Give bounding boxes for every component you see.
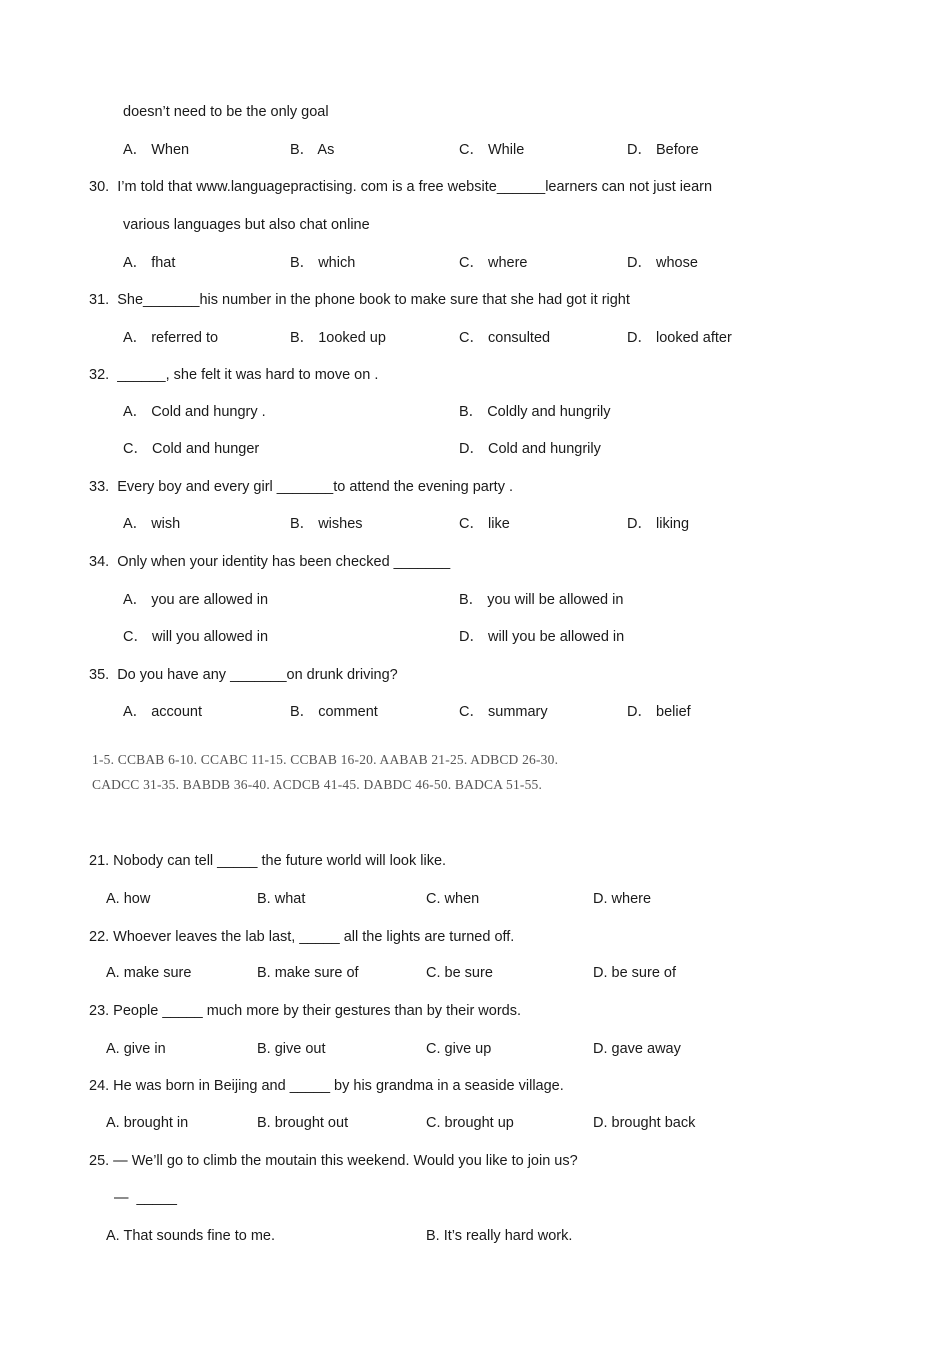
option-d: D． will you be allowed in <box>459 629 625 645</box>
option-a: A． fhat <box>123 255 176 271</box>
option-c: C. brought up <box>426 1115 514 1131</box>
question-22-stem: 22. Whoever leaves the lab last, _____ all the lights are turned off. <box>89 929 515 945</box>
option-b: B． comment <box>290 704 378 720</box>
option-c: C. give up <box>426 1041 492 1057</box>
answer-key-line-2: CADCC 31-35. BABDB 36-40. ACDCB 41-45. DABDC 46-50. BADCA 51-55. <box>92 777 543 792</box>
option-c: C． like <box>459 516 510 532</box>
option-a: A. how <box>106 891 151 907</box>
option-b: B. give out <box>257 1041 326 1057</box>
option-d: D． liking <box>627 516 690 532</box>
option-d: D． belief <box>627 704 691 720</box>
option-c: C． will you allowed in <box>123 629 269 645</box>
question-21-stem: 21. Nobody can tell _____ the future world will look like. <box>89 853 447 869</box>
option-c: C. be sure <box>426 965 493 981</box>
question-25-stem: 25. — We’ll go to climb the moutain this weekend. Would you like to join us? <box>89 1153 578 1169</box>
question-continuation: doesn’t need to be the only goal <box>123 104 329 120</box>
option-b: B． As <box>290 142 335 158</box>
option-a: A． referred to <box>123 330 219 346</box>
option-a: A． account <box>123 704 202 720</box>
option-b: B． you will be allowed in <box>459 592 624 608</box>
question-33-stem: 33. Every boy and every girl _______to attend the evening party . <box>89 479 513 495</box>
option-a: A． When <box>123 142 190 158</box>
option-c: C． While <box>459 142 525 158</box>
option-d: D. be sure of <box>593 965 677 981</box>
option-b: B. make sure of <box>257 965 359 981</box>
option-a: A. That sounds fine to me. <box>106 1228 275 1244</box>
option-c: C. when <box>426 891 480 907</box>
option-d: D． Cold and hungrily <box>459 441 601 457</box>
option-b: B. what <box>257 891 306 907</box>
option-c: C． summary <box>459 704 548 720</box>
question-35-stem: 35. Do you have any _______on drunk driving? <box>89 667 398 683</box>
option-d: D. where <box>593 891 652 907</box>
option-b: B. It’s really hard work. <box>426 1228 573 1244</box>
option-b: B． Coldly and hungrily <box>459 404 611 420</box>
option-d: D. gave away <box>593 1041 681 1057</box>
option-c: C． where <box>459 255 528 271</box>
option-a: A. brought in <box>106 1115 189 1131</box>
option-b: B． which <box>290 255 356 271</box>
question-32-stem: 32. ______, she felt it was hard to move on . <box>89 367 379 383</box>
option-b: B． wishes <box>290 516 363 532</box>
answer-key-line-1: 1-5. CCBAB 6-10. CCABC 11-15. CCBAB 16-20. AABAB 21-25. ADBCD 26-30. <box>92 752 559 767</box>
option-d: D． Before <box>627 142 699 158</box>
option-d: D． looked after <box>627 330 732 346</box>
option-b: B. brought out <box>257 1115 349 1131</box>
option-a: A． Cold and hungry . <box>123 404 266 420</box>
question-31-stem: 31. She_______his number in the phone book to make sure that she had got it right <box>89 292 630 308</box>
option-c: C． consulted <box>459 330 551 346</box>
question-23-stem: 23. People _____ much more by their gestures than by their words. <box>89 1003 522 1019</box>
option-d: D. brought back <box>593 1115 696 1131</box>
option-a: A. make sure <box>106 965 192 981</box>
option-a: A． wish <box>123 516 181 532</box>
option-b: B． 1ooked up <box>290 330 386 346</box>
option-d: D． whose <box>627 255 698 271</box>
question-24-stem: 24. He was born in Beijing and _____ by his grandma in a seaside village. <box>89 1078 564 1094</box>
reply-blank: — _____ <box>114 1190 177 1206</box>
option-a: A． you are allowed in <box>123 592 269 608</box>
question-34-stem: 34. Only when your identity has been checked _______ <box>89 554 451 570</box>
question-30-stem: 30. I’m told that www.languagepractising. com is a free website______learners can not just iearn <box>89 179 713 195</box>
option-c: C． Cold and hunger <box>123 441 260 457</box>
question-30-stem-cont: various languages but also chat online <box>123 217 370 233</box>
option-a: A. give in <box>106 1041 166 1057</box>
